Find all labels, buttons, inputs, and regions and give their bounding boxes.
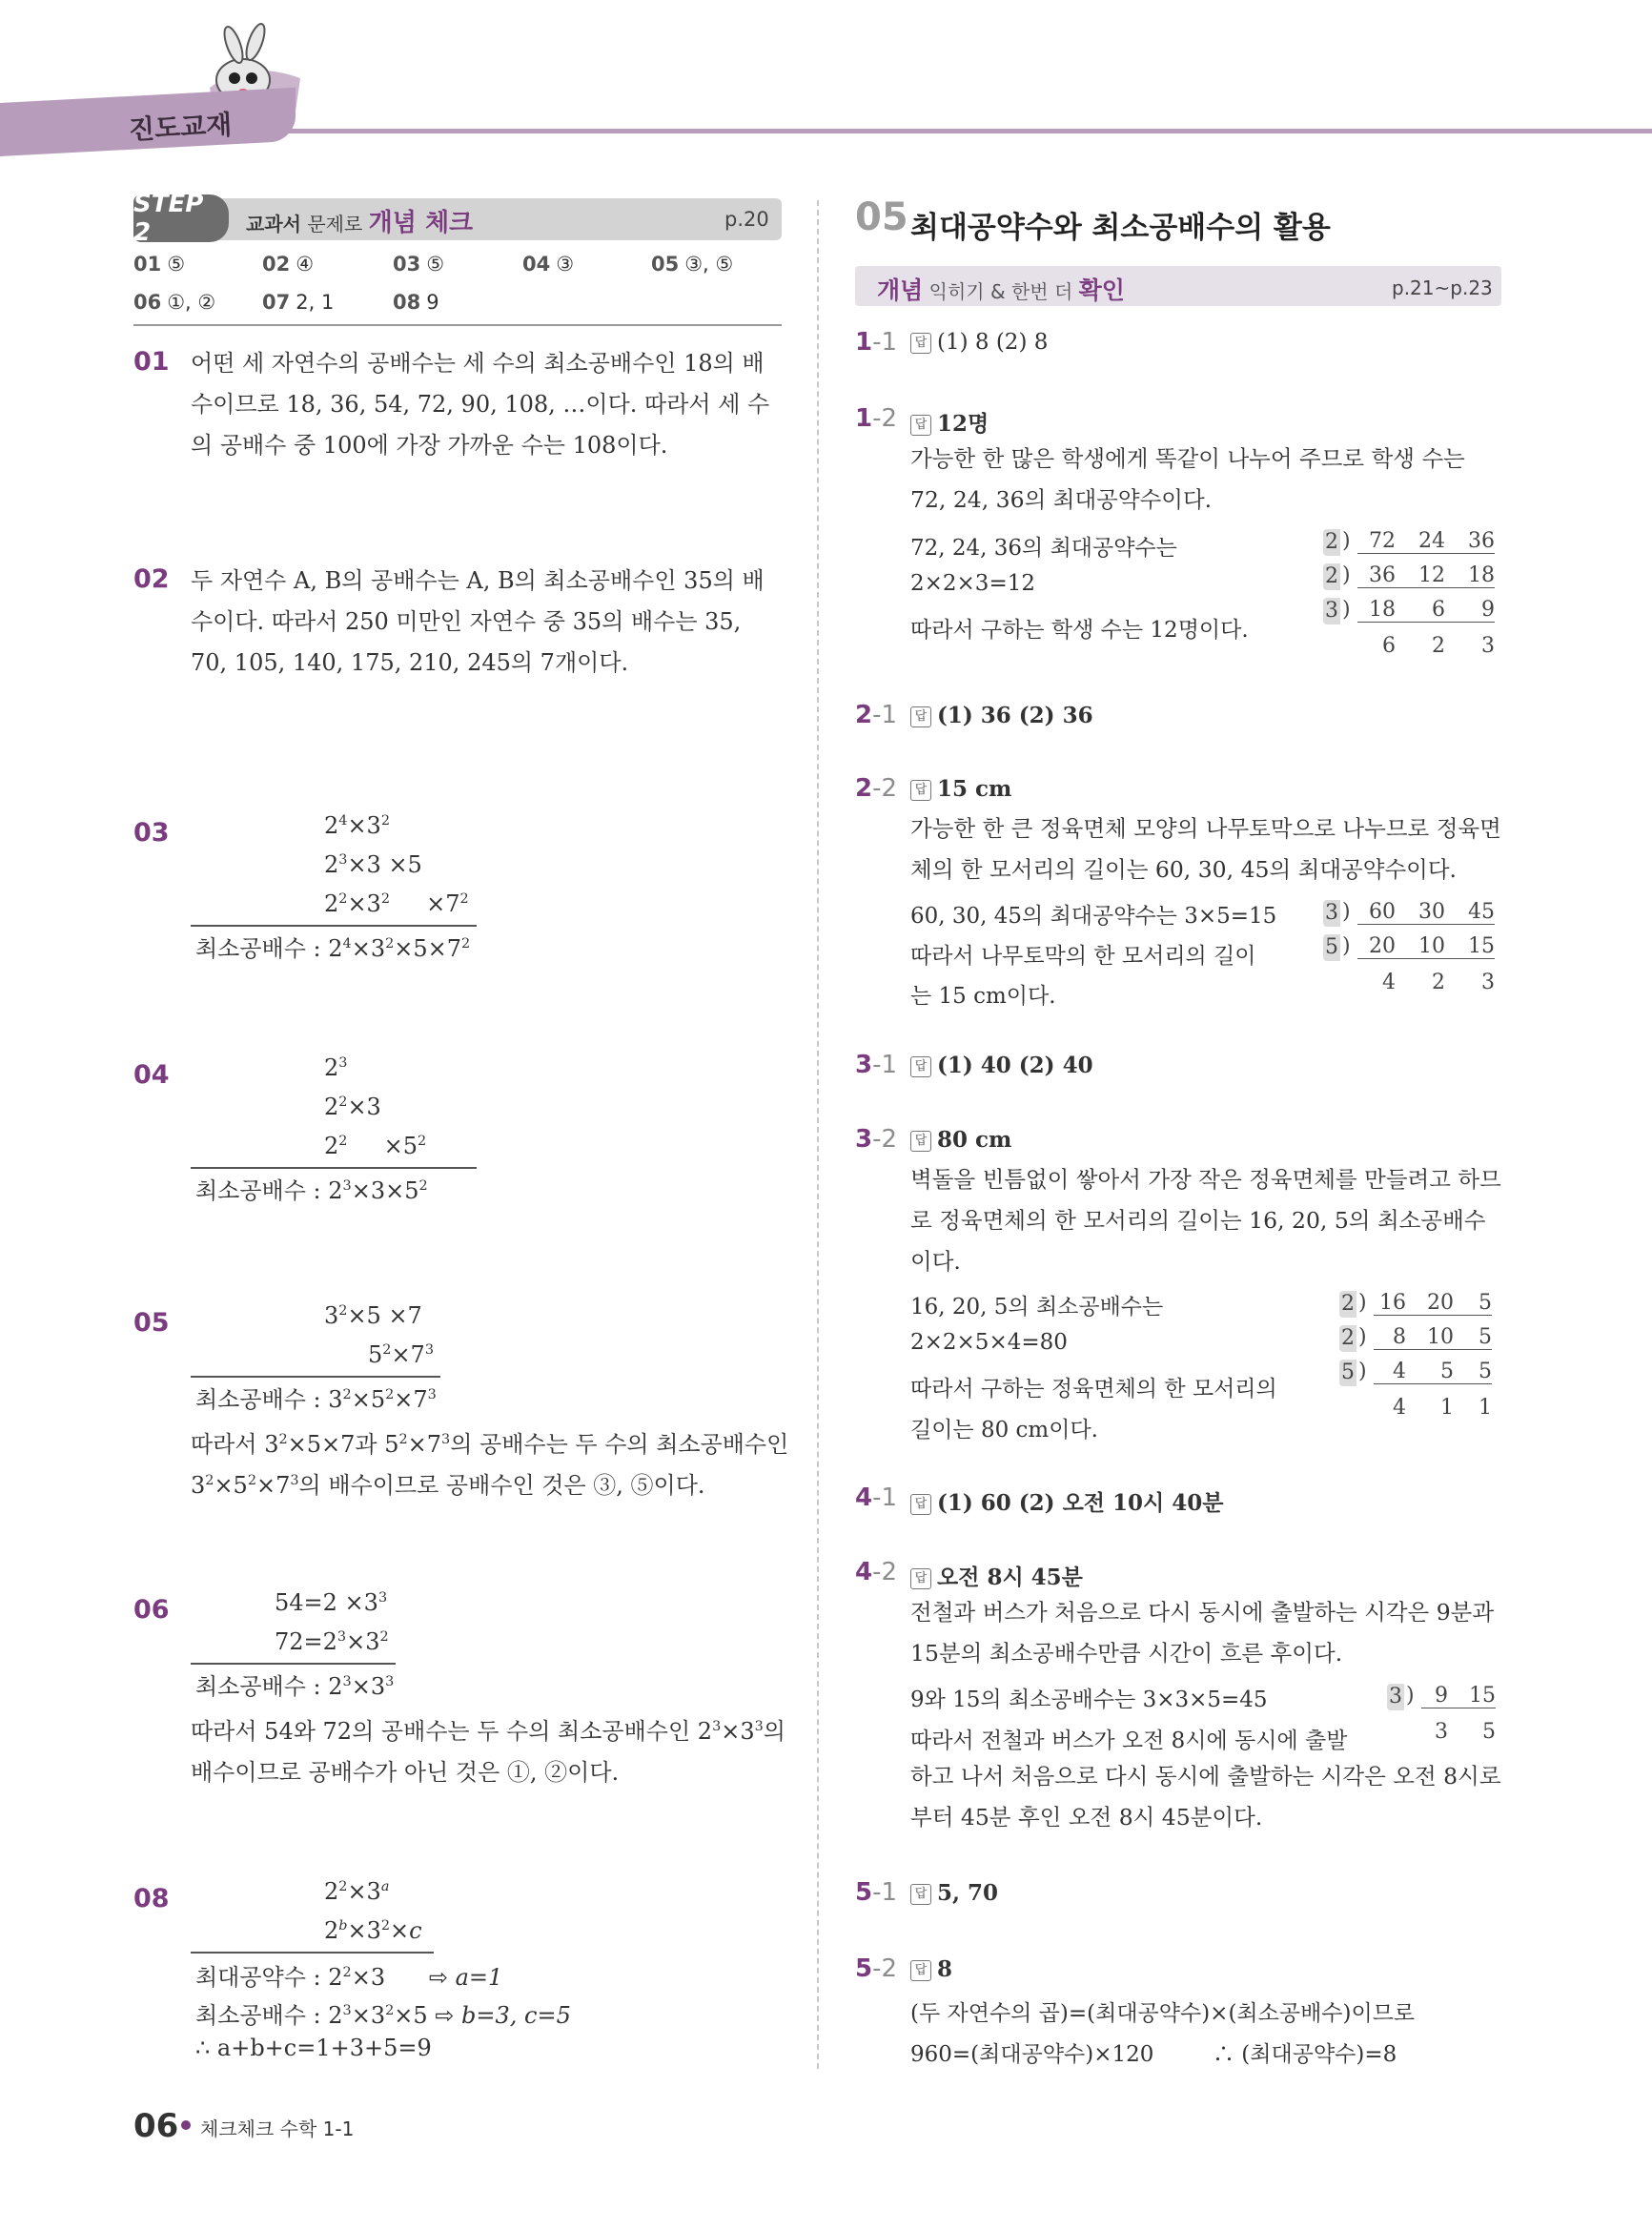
solution-line: 72, 24, 36의 최대공약수는 (910, 536, 1177, 561)
book-title: 체크체크 수학 1-1 (200, 2117, 355, 2140)
problem-number: 03 (133, 818, 170, 848)
item-number: 1-2 (855, 404, 898, 433)
factorization-line: $2^3\times 3 \times 5$ (324, 851, 422, 878)
problem-number: 08 (133, 1884, 170, 1913)
final-answer: ∴ a+b+c=1+3+5=9 (195, 2035, 432, 2061)
item-number: 4-2 (855, 1558, 898, 1586)
solution-line: 따라서 나무토막의 한 모서리의 길이 (910, 944, 1256, 969)
item-number: 2-2 (855, 774, 898, 803)
answer-key-item: 03 ⑤ (393, 253, 445, 276)
concept-banner-page: p.21~p.23 (1392, 276, 1493, 299)
item-number: 5-2 (855, 1954, 898, 1983)
gcd-result: 최대공약수 : $2^2\times 3$ ⇨ a=1 (195, 1964, 503, 1991)
item-number: 2-1 (855, 701, 898, 729)
item-answer: 답 15 cm (910, 776, 1011, 802)
factorization-line: $2^4\times 3^2$ (324, 812, 390, 839)
lcm-result: 최소공배수 : $2^3\times 3\times 5^2$ (195, 1177, 428, 1204)
factorization-line: $2^2\times 3^2$ $\times 7^2$ (324, 890, 469, 917)
answer-tag-icon: 답 (910, 780, 931, 801)
solution-line: 2×2×5×4=80 (910, 1330, 1068, 1355)
factorization-line: $3^2\times 5 \times 7$ (324, 1302, 422, 1329)
solution-line: 16, 20, 5의 최소공배수는 (910, 1295, 1164, 1320)
solution-line: 60, 30, 45의 최대공약수는 3×5=15 (910, 904, 1277, 929)
header-rule (286, 129, 1652, 133)
answer-key-item: 06 ①, ② (133, 291, 216, 314)
page-number: 06 (133, 2107, 179, 2145)
item-answer: 답 80 cm (910, 1127, 1011, 1153)
answer-key-rule (133, 324, 782, 326)
solution-text: 따라서 54와 72의 공배수는 두 수의 최소공배수인 $2^3\times 3^3$의 (191, 1718, 785, 1745)
item-answer: 답 (1) 36 (2) 36 (910, 703, 1093, 728)
factorization-line: $2^2\times 3$ (324, 1094, 381, 1120)
answer-key-item: 01 ⑤ (133, 253, 186, 276)
solution-text: 어떤 세 자연수의 공배수는 세 수의 최소공배수인 18의 배수이므로 18, 36, 54, 72, 90, 108, …이다. 따라서 세 수의 공배수 중 100에 가장 가까운 수는 108이다. (191, 350, 770, 459)
solution-line: 따라서 전철과 버스가 오전 8시에 동시에 출발 (910, 1729, 1348, 1753)
solution-line: ∴ (최대공약수)=8 (1213, 2042, 1397, 2067)
problem-number: 06 (133, 1595, 170, 1625)
factorization-line: $2^2$ $\times 5^2$ (324, 1133, 427, 1159)
answer-tag-icon: 답 (910, 1494, 931, 1515)
answer-tag-icon: 답 (910, 1568, 931, 1589)
answer-tag-icon: 답 (910, 706, 931, 727)
solution-text: 배수이므로 공배수가 아닌 것은 ①, ②이다. (191, 1759, 620, 1786)
item-answer: 답 8 (910, 1956, 952, 1982)
solution-line: 960=(최대공약수)×120 (910, 2042, 1154, 2067)
sum-rule (191, 1952, 434, 1954)
solution-line: 따라서 구하는 학생 수는 12명이다. (910, 618, 1249, 643)
answer-tag-icon: 답 (910, 333, 931, 354)
solution-text: 전철과 버스가 처음으로 다시 동시에 출발하는 시각은 9분과 15분의 최소공배수만큼 시간이 흐른 후이다. (910, 1599, 1495, 1667)
solution-text: 가능한 한 큰 정육면체 모양의 나무토막으로 나누므로 정육면체의 한 모서리의 길이는 60, 30, 45의 최대공약수이다. (910, 815, 1501, 883)
step-page-ref: p.20 (724, 208, 769, 231)
item-answer: 답 (1) 8 (2) 8 (910, 330, 1048, 355)
factorization-line: $72=2^3\times 3^2$ (275, 1628, 389, 1655)
footer-bullet-icon (181, 2120, 191, 2130)
column-divider (817, 200, 819, 2069)
item-number: 3-1 (855, 1051, 898, 1079)
problem-number: 04 (133, 1060, 170, 1090)
problem-number: 05 (133, 1308, 170, 1338)
lcm-result: 최소공배수 : $2^3\times 3^2\times 5$ ⇨ b=3, c=5 (195, 2002, 571, 2029)
solution-line: 9와 15의 최소공배수는 3×3×5=45 (910, 1688, 1268, 1712)
item-answer: 답 5, 70 (910, 1880, 998, 1906)
answer-key-item: 02 ④ (262, 253, 315, 276)
problem-number: 01 (133, 347, 170, 377)
solution-line: (두 자연수의 곱)=(최대공약수)×(최소공배수)이므로 (910, 2001, 1416, 2026)
item-number: 5-1 (855, 1878, 898, 1907)
sum-rule (191, 925, 477, 927)
solution-line: 2×2×3=12 (910, 571, 1035, 596)
item-number: 1-1 (855, 328, 898, 357)
answer-key-item: 05 ③, ⑤ (651, 253, 734, 276)
solution-text: 가능한 한 많은 학생에게 똑같이 나누어 주므로 학생 수는 72, 24, 36의 최대공약수이다. (910, 445, 1465, 513)
sum-rule (191, 1663, 396, 1665)
item-number: 3-2 (855, 1125, 898, 1154)
answer-key-item: 08 9 (393, 291, 439, 314)
factorization-line: $2^b\times 3^2\times c$ (324, 1917, 422, 1944)
section-number: 05 (855, 195, 908, 239)
answer-key-item: 04 ③ (522, 253, 575, 276)
sum-rule (191, 1376, 440, 1378)
item-answer: 답 12명 (910, 406, 989, 438)
solution-text: 하고 나서 처음으로 다시 동시에 출발하는 시각은 오전 8시로부터 45분 후인 오전 8시 45분이다. (910, 1763, 1501, 1831)
lcm-result: 최소공배수 : $2^3\times 3^3$ (195, 1673, 395, 1700)
chapter-tab-label: 진도교재 (128, 109, 234, 146)
factorization-line: $2^3$ (324, 1054, 348, 1081)
solution-line: 는 15 cm이다. (910, 984, 1056, 1009)
answer-tag-icon: 답 (910, 1056, 931, 1077)
solution-text: 벽돌을 빈틈없이 쌓아서 가장 작은 정육면체를 만들려고 하므로 정육면체의 한 모서리의 길이는 16, 20, 5의 최소공배수이다. (910, 1166, 1501, 1275)
answer-tag-icon: 답 (910, 415, 931, 436)
item-answer: 답 (1) 40 (2) 40 (910, 1053, 1093, 1078)
solution-text: 따라서 $3^2\times 5\times 7$과 $5^2\times 7^3$의 공배수는 두 수의 최소공배수인 (191, 1431, 789, 1458)
answer-tag-icon: 답 (910, 1960, 931, 1981)
solution-text: 두 자연수 A, B의 공배수는 A, B의 최소공배수인 35의 배수이다. 따라서 250 미만인 자연수 중 35의 배수는 35, 70, 105, 140, 175, 210, 245의 7개이다. (191, 567, 765, 676)
sum-rule (191, 1167, 477, 1169)
solution-text: $3^2\times 5^2\times 7^3$의 배수이므로 공배수인 것은 ③, ⑤이다. (191, 1472, 705, 1499)
step-title: 교과서 문제로 개념 체크 (246, 209, 474, 237)
factorization-line: $54=2 \times 3^3$ (275, 1589, 388, 1616)
lcm-result: 최소공배수 : $3^2\times 5^2\times 7^3$ (195, 1386, 437, 1413)
problem-number: 02 (133, 564, 170, 594)
answer-tag-icon: 답 (910, 1131, 931, 1152)
solution-line: 길이는 80 cm이다. (910, 1418, 1098, 1442)
factorization-line: $5^2\times 7^3$ (368, 1341, 434, 1368)
solution-line: 따라서 구하는 정육면체의 한 모서리의 (910, 1377, 1277, 1401)
answer-tag-icon: 답 (910, 1884, 931, 1905)
item-answer: 답 오전 8시 45분 (910, 1560, 1083, 1591)
item-number: 4-1 (855, 1483, 898, 1512)
item-answer: 답 (1) 60 (2) 오전 10시 40분 (910, 1485, 1223, 1517)
section-title: 최대공약수와 최소공배수의 활용 (910, 211, 1331, 245)
answer-key-item: 07 2, 1 (262, 291, 335, 314)
step-badge: STEP 2 (133, 194, 229, 242)
lcm-result: 최소공배수 : $2^4\times 3^2\times 5\times 7^2$ (195, 935, 471, 962)
factorization-line: $2^2\times 3^a$ (324, 1878, 390, 1905)
concept-banner-title: 개념 익히기 & 한번 더 확인 (877, 276, 1125, 304)
